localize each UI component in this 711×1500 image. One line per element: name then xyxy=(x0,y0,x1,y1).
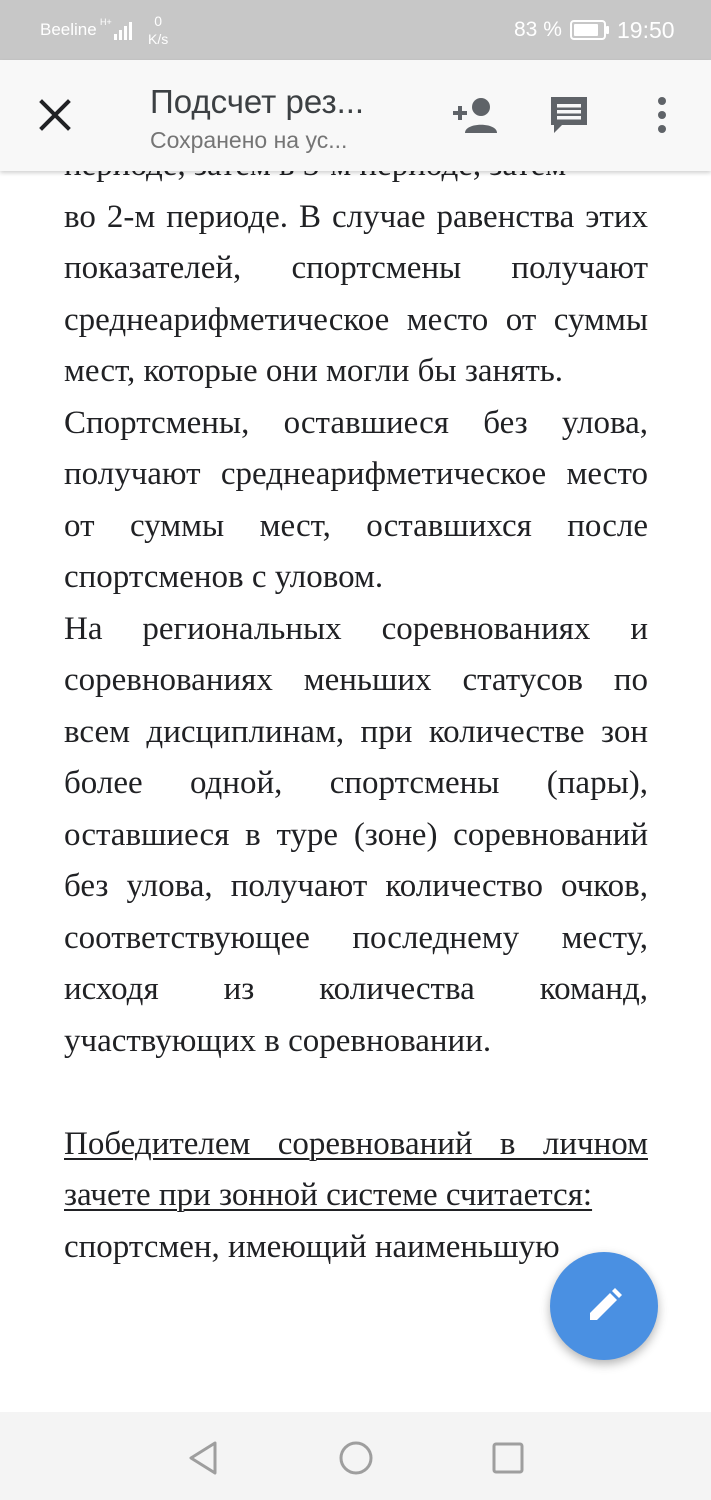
paragraph: Спортсмены, оставшиеся без улова, получают среднеарифметическое место от суммы мест, оставшихся после спортсменов с уловом. xyxy=(64,404,648,595)
close-button[interactable] xyxy=(30,90,80,140)
battery-icon xyxy=(570,20,610,40)
underlined-heading: Победителем соревнований в личном зачете при зонной системе считается: xyxy=(64,1125,648,1213)
svg-text:H+: H+ xyxy=(100,17,112,27)
blank-line xyxy=(64,1067,648,1119)
comment-icon xyxy=(548,94,590,136)
save-status: Сохранено на ус... xyxy=(150,127,348,153)
more-options-button[interactable] xyxy=(642,90,682,140)
share-button[interactable] xyxy=(448,90,502,140)
home-circle-icon[interactable] xyxy=(336,1438,376,1478)
title-block[interactable] xyxy=(150,80,410,156)
net-speed-value: 0 xyxy=(154,13,163,29)
paragraph: во 2-м периоде. В случае равенства этих показателей, спортсмены получают среднеарифметическое место от суммы мест, которые они могли бы занять. xyxy=(64,198,648,389)
back-triangle-icon[interactable] xyxy=(183,1438,223,1478)
add-person-icon xyxy=(451,96,499,134)
document-title: Подсчет рез... xyxy=(150,83,365,120)
app-bar xyxy=(0,60,711,171)
signal-icon xyxy=(100,14,140,44)
clock: 19:50 xyxy=(617,17,675,43)
recent-square-icon[interactable] xyxy=(488,1438,528,1478)
paragraph: На региональных соревнованиях и соревнованиях меньших статусов по всем дисциплинам, при количестве зон более одной, спортсмены (пары), оставшиеся в туре (зоне) соревнований без улова, получают количество очков, соответствующее последнему месту, исходя из количества команд, участвующих в соревновании. xyxy=(64,610,648,1059)
more-vert-icon xyxy=(657,97,667,133)
battery-percent: 83 % xyxy=(514,18,562,41)
document-body[interactable] xyxy=(64,140,648,1273)
status-bar xyxy=(0,0,711,60)
edit-fab-button[interactable] xyxy=(550,1252,658,1360)
partial-line-bottom: спортсмен, имеющий наименьшую xyxy=(64,1228,560,1265)
net-speed-unit: K/s xyxy=(148,31,169,47)
comment-button[interactable] xyxy=(544,90,594,140)
pencil-icon xyxy=(584,1286,624,1326)
carrier-label: Beeline xyxy=(40,20,97,39)
net-speed xyxy=(148,12,168,48)
system-nav-bar xyxy=(0,1412,711,1500)
close-icon xyxy=(38,98,72,132)
